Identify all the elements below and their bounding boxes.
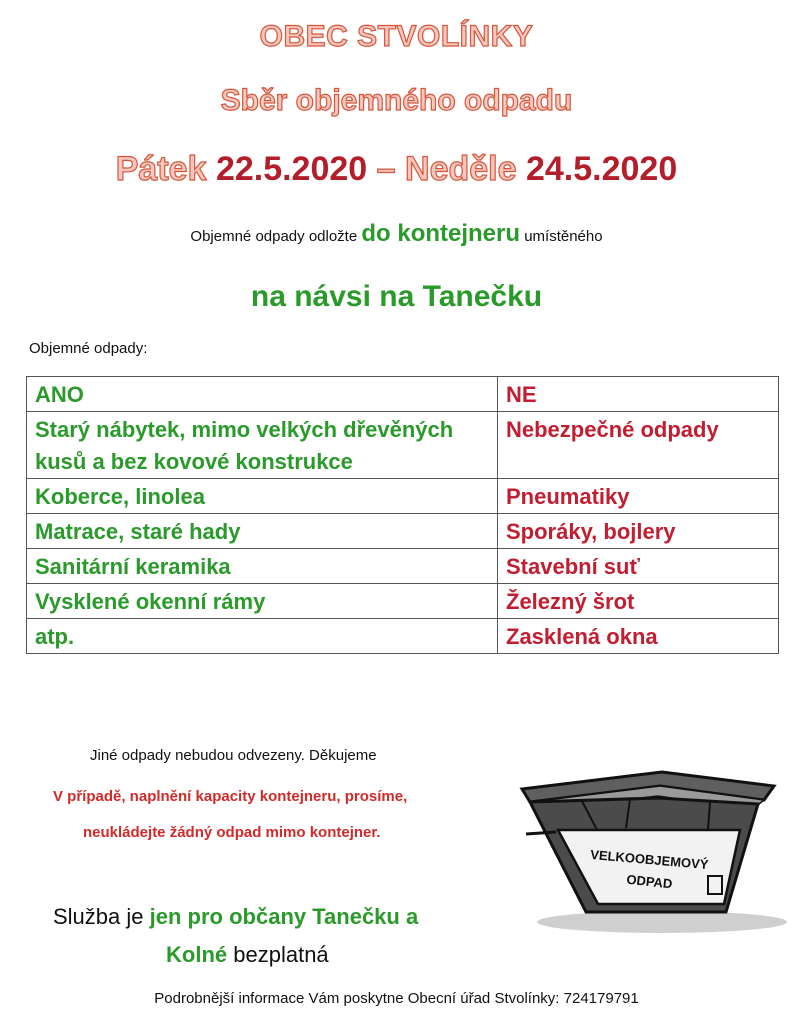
event-dates bbox=[0, 150, 793, 189]
table-row bbox=[27, 549, 779, 584]
allowed-item: atp. bbox=[27, 619, 498, 654]
instruction-location: na návsi na Tanečku bbox=[250, 280, 543, 313]
table-row bbox=[27, 412, 779, 479]
table-row bbox=[27, 479, 779, 514]
allowed-item: Vysklené okenní rámy bbox=[27, 584, 498, 619]
no-header: NE bbox=[498, 377, 779, 412]
allowed-item: Matrace, staré hady bbox=[27, 514, 498, 549]
forbidden-item: Sporáky, bojlery bbox=[498, 514, 779, 549]
container-label-2: ODPAD bbox=[625, 871, 674, 892]
day-from: Pátek bbox=[115, 150, 207, 188]
note-no-dumping: neukládejte žádný odpad mimo kontejner. bbox=[83, 824, 381, 841]
event-subtitle: Sběr objemného odpadu bbox=[220, 84, 573, 117]
forbidden-item: Nebezpečné odpady bbox=[498, 412, 779, 479]
container-label-1: VELKOOBJEMOVÝ bbox=[589, 846, 710, 873]
container-lug bbox=[526, 832, 556, 834]
date-from: 22.5.2020 bbox=[215, 150, 368, 188]
waste-table bbox=[26, 376, 779, 654]
forbidden-item: Zasklená okna bbox=[498, 619, 779, 654]
footer-contact: Podrobnější informace Vám poskytne Obecní úřad Stvolínky: 724179791 bbox=[154, 990, 639, 1007]
table-row bbox=[27, 584, 779, 619]
instruction-highlight: do kontejneru bbox=[361, 220, 521, 247]
yes-header: ANO bbox=[27, 377, 498, 412]
service-village: Kolné bbox=[166, 942, 228, 967]
service-line-2 bbox=[166, 942, 329, 968]
allowed-item: Sanitární keramika bbox=[27, 549, 498, 584]
instruction-suffix: umístěného bbox=[524, 228, 603, 245]
allowed-item: Starý nábytek, mimo velkých dřevěných kusů a bez kovové konstrukce bbox=[27, 412, 498, 479]
note-capacity: V případě, naplnění kapacity kontejneru, prosíme, bbox=[53, 788, 408, 805]
instruction-prefix: Objemné odpady odložte bbox=[190, 228, 358, 245]
municipality-title: OBEC STVOLÍNKY bbox=[259, 20, 534, 53]
forbidden-item: Železný šrot bbox=[498, 584, 779, 619]
service-line-1 bbox=[53, 904, 418, 930]
forbidden-item: Pneumatiky bbox=[498, 479, 779, 514]
waste-container-icon bbox=[512, 764, 788, 936]
table-header-row bbox=[27, 377, 779, 412]
forbidden-item: Stavební suť bbox=[498, 549, 779, 584]
service-audience: jen pro občany Tanečku a bbox=[149, 904, 419, 929]
table-row bbox=[27, 619, 779, 654]
instruction-line bbox=[0, 220, 793, 248]
date-dash: – bbox=[376, 150, 396, 188]
service-suffix: bezplatná bbox=[233, 942, 329, 967]
date-to: 24.5.2020 bbox=[525, 150, 678, 188]
service-prefix: Služba je bbox=[53, 904, 144, 929]
allowed-item: Koberce, linolea bbox=[27, 479, 498, 514]
table-row bbox=[27, 514, 779, 549]
day-to: Neděle bbox=[405, 150, 517, 188]
table-caption: Objemné odpady: bbox=[29, 340, 148, 357]
container-shadow bbox=[537, 911, 787, 933]
note-other-waste: Jiné odpady nebudou odvezeny. Děkujeme bbox=[90, 747, 377, 764]
